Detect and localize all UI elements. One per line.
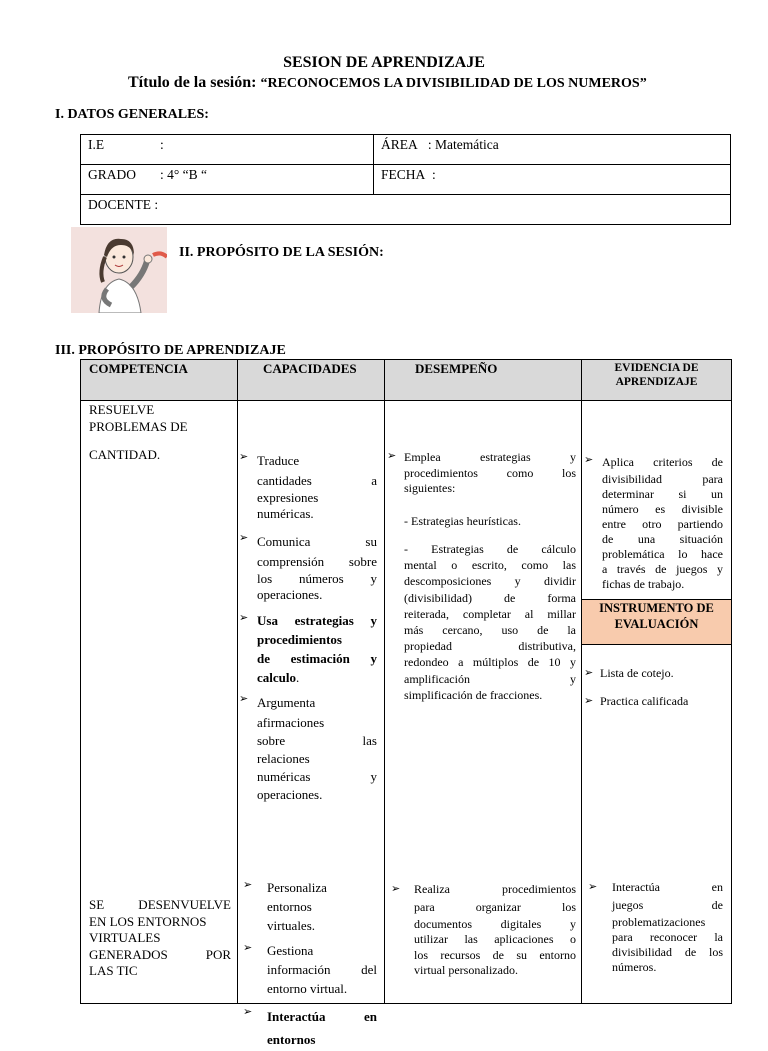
- capacidad-interactua: Interactúa en entornos: [267, 1009, 377, 1047]
- fecha-cell: [374, 165, 731, 195]
- grado-value: : 4° “B “: [160, 167, 208, 182]
- col-capacidades: CAPACIDADES: [238, 360, 385, 401]
- session-label: Título de la sesión:: [128, 74, 257, 91]
- desempeno-calculo: - Estrategias de cálculo mental o escrito, como las descomposiciones y dividir (divisibilidad) de forma reiterada, completar al millar más cercano, uso de la propiedad distributiva, redondeo a múltiplos de 10 y amplificación y simplificación de fracciones.: [404, 542, 576, 702]
- desempeno-realiza: Realiza procedimientos para organizar los documentos digitales y utilizar las aplicaciones o los recursos de su entorno virtual personalizado.: [414, 882, 576, 977]
- ie-value: :: [160, 137, 164, 152]
- arrow-bullet-icon: ➢: [239, 693, 249, 705]
- ie-label: I.E: [88, 137, 105, 152]
- fecha-value: :: [432, 167, 436, 182]
- arrow-bullet-icon: ➢: [584, 667, 594, 679]
- fecha-label: FECHA: [381, 167, 426, 182]
- arrow-bullet-icon: ➢: [584, 695, 594, 707]
- arrow-bullet-icon: ➢: [584, 454, 594, 466]
- arrow-bullet-icon: ➢: [243, 1006, 253, 1018]
- capacidad-comunica: Comunica su comprensión sobre los números y operaciones.: [257, 534, 377, 602]
- grado-cell: [81, 165, 374, 195]
- session-title: “RECONOCEMOS LA DIVISIBILIDAD DE LOS NUMEROS”: [260, 76, 647, 91]
- competencia-1-line-1: RESUELVE: [89, 402, 155, 417]
- instrumento-practica: Practica calificada: [600, 694, 689, 708]
- arrow-bullet-icon: ➢: [243, 879, 253, 891]
- session-title-line: [128, 74, 647, 92]
- docente-label: DOCENTE :: [88, 197, 159, 212]
- area-value: : Matemática: [427, 137, 499, 152]
- datos-generales-table: [80, 134, 731, 225]
- competencia-cell: [81, 401, 238, 1004]
- desempeno-heuristicas: - Estrategias heurísticas.: [404, 514, 521, 528]
- col-desempeno: DESEMPEÑO: [385, 360, 582, 401]
- desempeno-cell: [385, 401, 582, 1004]
- instrumento-evaluacion-header: INSTRUMENTO DE EVALUACIÓN: [582, 599, 731, 645]
- area-cell: [374, 135, 731, 165]
- section-datos-generales-heading: I. DATOS GENERALES:: [55, 107, 209, 122]
- proposito-aprendizaje-table: [80, 359, 732, 1047]
- ie-cell: [81, 135, 374, 165]
- arrow-bullet-icon: ➢: [243, 942, 253, 954]
- capacidades-cell: [238, 401, 385, 1047]
- girl-illustration: [71, 227, 167, 313]
- instrumento-lista-cotejo: Lista de cotejo.: [600, 666, 674, 680]
- evidencia-interactua: Interactúa en juegos de problematizaciones para reconocer la divisibilidad de los números.: [612, 880, 723, 974]
- competencia-1-line-3: CANTIDAD.: [89, 447, 161, 462]
- grado-label: GRADO: [88, 167, 137, 182]
- desempeno-emplea: Emplea estrategias y procedimientos como los siguientes:: [404, 450, 576, 495]
- capacidad-gestiona: Gestiona información del entorno virtual.: [267, 943, 377, 996]
- capacidad-traduce: Traduce cantidades a expresiones numéricas.: [257, 453, 377, 521]
- arrow-bullet-icon: ➢: [588, 881, 598, 893]
- capacidad-argumenta: Argumenta afirmaciones sobre las relaciones numéricas y operaciones.: [257, 695, 377, 802]
- arrow-bullet-icon: ➢: [387, 450, 397, 462]
- section-proposito-aprendizaje-heading: III. PROPÓSITO DE APRENDIZAJE: [55, 343, 286, 358]
- capacidad-personaliza: Personaliza entornos virtuales.: [267, 880, 327, 933]
- girl-drawing-icon: [71, 227, 167, 313]
- arrow-bullet-icon: ➢: [391, 883, 401, 895]
- competencia-1-line-2: PROBLEMAS DE: [89, 419, 188, 434]
- arrow-bullet-icon: ➢: [239, 451, 249, 463]
- arrow-bullet-icon: ➢: [239, 532, 249, 544]
- col-evidencia: EVIDENCIA DE APRENDIZAJE: [582, 360, 732, 401]
- capacidad-usa-estrategias: Usa estrategias y procedimientos de estimación y calculo.: [257, 613, 377, 685]
- competencia-2: SE DESENVUELVE EN LOS ENTORNOS VIRTUALES GENERADOS POR LAS TIC: [89, 897, 231, 978]
- section-proposito-sesion-heading: II. PROPÓSITO DE LA SESIÓN:: [179, 245, 384, 260]
- area-label: ÁREA: [381, 137, 418, 152]
- arrow-bullet-icon: ➢: [239, 612, 249, 624]
- document-title: SESION DE APRENDIZAJE: [283, 54, 485, 71]
- docente-cell: [81, 195, 731, 225]
- evidencia-aplica: Aplica criterios de divisibilidad para determinar si un número es divisible entre otro partiendo de una situación problemática lo hace a través de juegos y fichas de trabajo.: [602, 455, 723, 591]
- evidencia-cell: [582, 401, 732, 1004]
- col-competencia: COMPETENCIA: [81, 360, 238, 401]
